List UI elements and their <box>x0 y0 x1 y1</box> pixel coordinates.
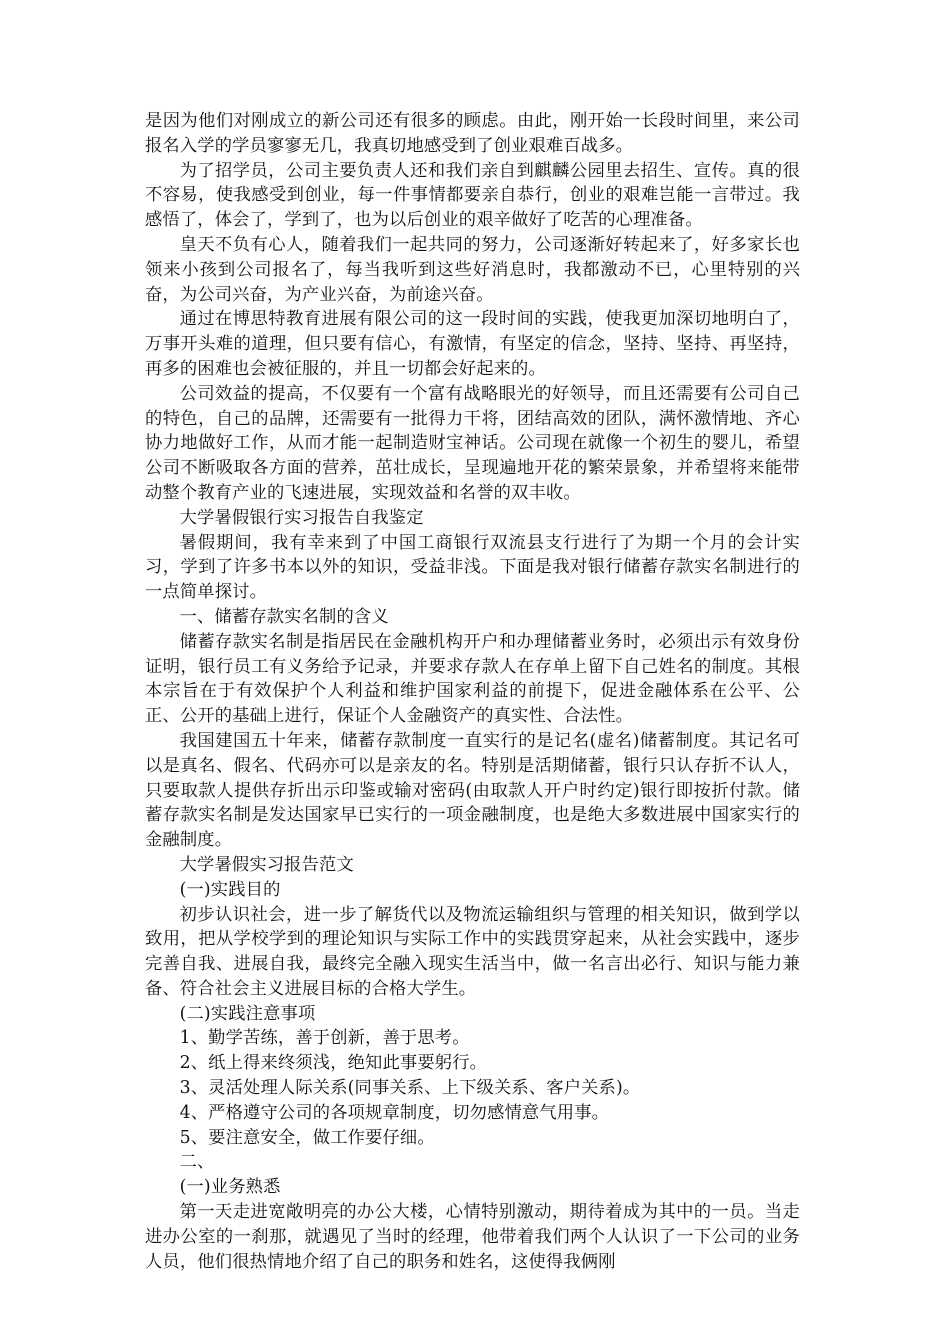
section-heading: 大学暑假实习报告范文 <box>179 854 354 875</box>
subsection-heading: (一)实践目的 <box>179 879 281 900</box>
paragraph: 公司效益的提高，不仅要有一个富有战略眼光的好领导，而且还需要有公司自己的特色，自己的品牌，还需要有一批得力干将，团结高效的团队，满怀激情地、齐心协力地做好工作，从而才能一起制造财宝神话。公司现在就像一个初生的婴儿，希望公司不断吸取各方面的营养，茁壮成长，呈现遍地开花的繁荣景象，并希望将来能带动整个教育产业的飞速进展，实现效益和名誉的双丰收。 <box>145 383 800 503</box>
list-item: 2、纸上得来终须浅，绝知此事要躬行。 <box>179 1053 488 1074</box>
section-heading: 大学暑假银行实习报告自我鉴定 <box>179 507 424 528</box>
paragraph: 初步认识社会，进一步了解货代以及物流运输组织与管理的相关知识，做到学以致用，把从学校学到的理论知识与实际工作中的实践贯穿起来，从社会实践中，逐步完善自我、进展自我，最终完全融入现实生活当中，做一名言出必行、知识与能力兼备、符合社会主义进展目标的合格大学生。 <box>145 904 800 999</box>
paragraph: 储蓄存款实名制是指居民在金融机构开户和办理储蓄业务时，必须出示有效身份证明，银行员工有义务给予记录，并要求存款人在存单上留下自己姓名的制度。其根本宗旨在于有效保护个人利益和维护国家利益的前提下，促进金融体系在公平、公正、公开的基础上进行，保证个人金融资产的真实性、合法性。 <box>145 631 800 727</box>
list-item: 4、严格遵守公司的各项规章制度，切勿感情意气用事。 <box>179 1102 610 1123</box>
paragraph: 我国建国五十年来，储蓄存款制度一直实行的是记名(虚名)储蓄制度。其记名可以是真名、假名、代码亦可以是亲友的名。特别是活期储蓄，银行只认存折不认人，只要取款人提供存折出示印鉴或输对密码(由取款人开户时约定)银行即按折付款。储蓄存款实名制是发达国家早已实行的一项金融制度，也是绝大多数进展中国家实行的金融制度。 <box>145 730 800 851</box>
subsection-heading: (二)实践注意事项 <box>179 1003 316 1024</box>
paragraph: 暑假期间，我有幸来到了中国工商银行双流县支行进行了为期一个月的会计实习，学到了许多书本以外的知识，受益非浅。下面是我对银行储蓄存款实名制进行的一点简单探讨。 <box>145 532 800 603</box>
paragraph: 第一天走进宽敞明亮的办公大楼，心情特别激动，期待着成为其中的一员。当走进办公室的一刹那，就遇见了当时的经理，他带着我们两个人认识了一下公司的业务人员，他们很热情地介绍了自己的职务和姓名，这使得我俩刚 <box>145 1202 800 1272</box>
list-item: 3、灵活处理人际关系(同事关系、上下级关系、客户关系)。 <box>179 1078 641 1099</box>
paragraph-continuation: 是因为他们对刚成立的新公司还有很多的顾虑。由此，刚开始一长段时间里，来公司报名入学的学员寥寥无几，我真切地感受到了创业艰难百战多。 <box>145 111 800 156</box>
list-item: 1、勤学苦练，善于创新，善于思考。 <box>179 1028 470 1049</box>
paragraph: 皇天不负有心人，随着我们一起共同的努力，公司逐渐好转起来了，好多家长也领来小孩到公司报名了，每当我听到这些好消息时，我都激动不已，心里特别的兴奋，为公司兴奋，为产业兴奋，为前途兴奋。 <box>145 234 800 305</box>
list-item: 5、要注意安全，做工作要仔细。 <box>179 1127 435 1148</box>
document-body <box>145 109 800 1274</box>
subsection-heading: (一)业务熟悉 <box>179 1177 281 1198</box>
section-heading: 二、 <box>179 1152 215 1173</box>
section-heading: 一、储蓄存款实名制的含义 <box>179 606 389 627</box>
paragraph: 为了招学员，公司主要负责人还和我们亲自到麒麟公园里去招生、宣传。真的很不容易，使我感受到创业，每一件事情都要亲自恭行，创业的艰难岂能一言带过。我感悟了，体会了，学到了，也为以后创业的艰辛做好了吃苦的心理准备。 <box>145 160 800 231</box>
paragraph: 通过在博思特教育进展有限公司的这一段时间的实践，使我更加深切地明白了，万事开头难的道理，但只要有信心，有激情，有坚定的信念，坚持、坚持、再坚持，再多的困难也会被征服的，并且一切都会好起来的。 <box>145 309 800 379</box>
